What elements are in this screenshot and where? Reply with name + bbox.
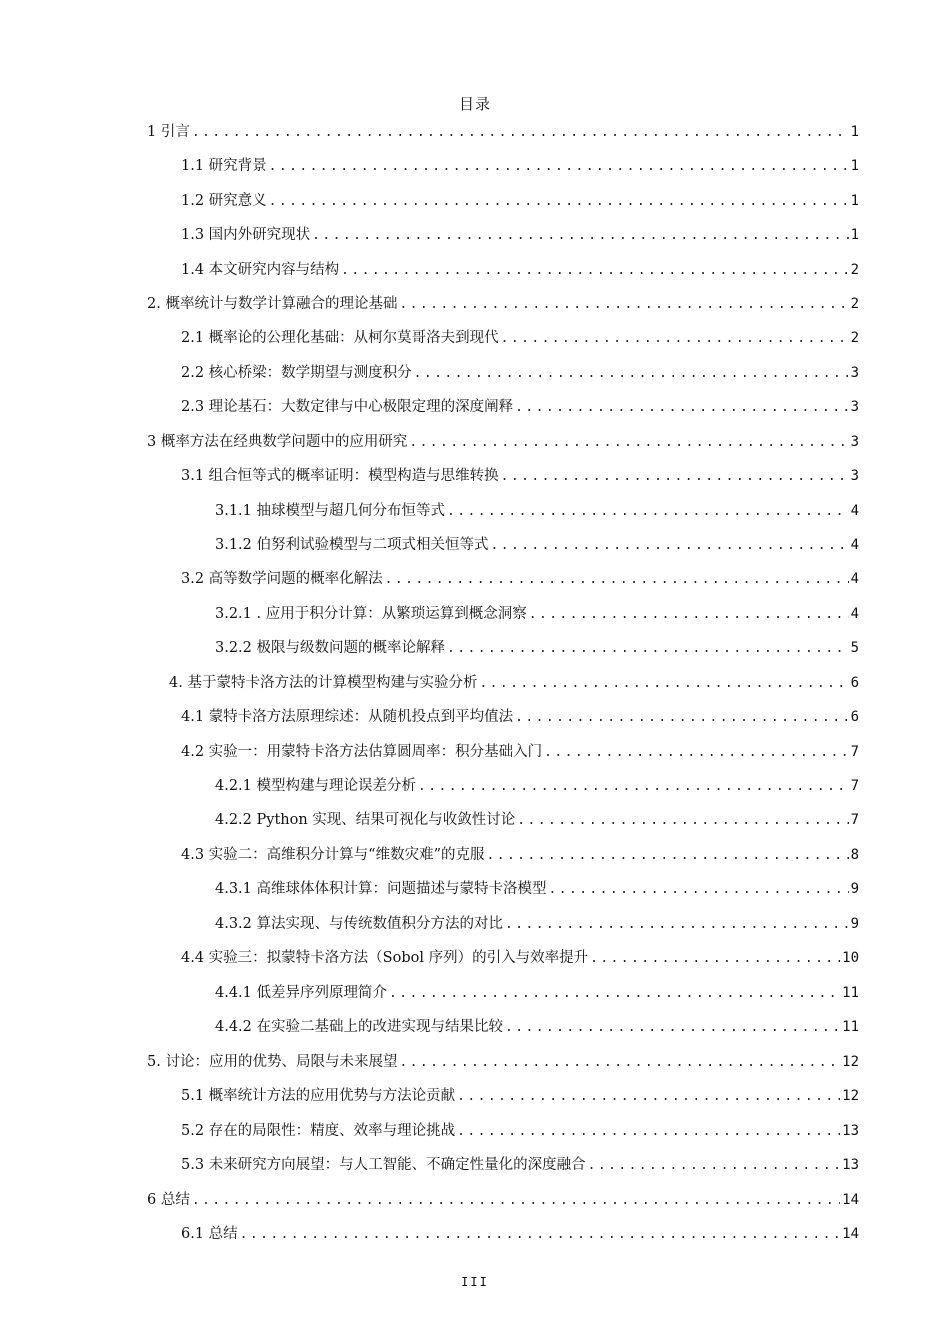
toc-entry-page: 14 (842, 1226, 859, 1242)
toc-entry-label: 4.3 实验二：高维积分计算与“维数灾难”的克服 (181, 847, 485, 863)
dot-leader (549, 882, 849, 897)
toc-entry-2-3[interactable] (181, 395, 859, 419)
dot-leader (409, 435, 848, 450)
dot-leader (515, 710, 848, 725)
page-number: III (461, 1275, 489, 1289)
toc-entry-page: 5 (850, 640, 859, 656)
toc-entry-4-4-2[interactable] (215, 1015, 859, 1039)
toc-entry-page: 8 (850, 847, 859, 863)
toc-entry-label: 4. 基于蒙特卡洛方法的计算模型构建与实验分析 (169, 675, 478, 691)
dot-leader (501, 469, 849, 484)
dot-leader (479, 676, 848, 691)
toc-entry-3-1[interactable] (181, 464, 859, 488)
toc-entry-page: 11 (842, 985, 859, 1001)
toc-entry-page: 9 (850, 916, 859, 932)
dot-leader (590, 951, 840, 966)
toc-entry-page: 6 (850, 709, 859, 725)
toc-entry-6-1[interactable] (181, 1222, 859, 1246)
toc-title: 目录 (458, 95, 491, 113)
dot-leader (418, 779, 849, 794)
toc-entry-label: 5.3 未来研究方向展望：与人工智能、不确定性量化的深度融合 (181, 1157, 586, 1173)
toc-entry-page: 2 (850, 330, 859, 346)
dot-leader (399, 1055, 840, 1070)
dot-leader (491, 538, 849, 553)
dot-leader (269, 194, 849, 209)
dot-leader (544, 745, 848, 760)
toc-entry-label: 2.1 概率论的公理化基础：从柯尔莫哥洛夫到现代 (181, 330, 499, 346)
toc-entry-4-1[interactable] (181, 705, 859, 729)
toc-entry-label: 2.2 核心桥梁：数学期望与测度积分 (181, 365, 412, 381)
dot-leader (312, 228, 848, 243)
toc-entry-page: 13 (842, 1157, 859, 1173)
toc-entry-5-3[interactable] (181, 1153, 859, 1177)
toc-entry-page: 7 (850, 744, 859, 760)
toc-entry-4[interactable] (169, 671, 859, 695)
dot-leader (414, 366, 849, 381)
toc-entry-label: 4.4.2 在实验二基础上的改进实现与结果比较 (215, 1019, 504, 1035)
dot-leader (515, 400, 848, 415)
toc-entry-1-4[interactable] (181, 258, 859, 282)
toc-entry-page: 1 (850, 124, 859, 140)
dot-leader (192, 125, 849, 140)
dot-leader (341, 263, 848, 278)
toc-entry-4-2-2[interactable] (215, 808, 859, 832)
dot-leader (447, 504, 849, 519)
dot-leader (399, 297, 848, 312)
toc-entry-2-2[interactable] (181, 361, 859, 385)
toc-entry-2-1[interactable] (181, 326, 859, 350)
toc-entry-label: 5.1 概率统计方法的应用优势与方法论贡献 (181, 1088, 456, 1104)
toc-entry-page: 7 (850, 812, 859, 828)
toc-entry-4-2-1[interactable] (215, 774, 859, 798)
toc-entry-page: 11 (842, 1019, 859, 1035)
toc-entry-page: 1 (850, 227, 859, 243)
toc-entry-page: 9 (850, 881, 859, 897)
toc-entry-label: 3 概率方法在经典数学问题中的应用研究 (147, 434, 408, 450)
toc-entry-4-4[interactable] (181, 946, 859, 970)
toc-entry-page: 2 (850, 262, 859, 278)
dot-leader (517, 813, 848, 828)
toc-entry-1[interactable] (147, 120, 859, 144)
toc-entry-page: 4 (850, 571, 859, 587)
dot-leader (505, 917, 849, 932)
toc-entry-3[interactable] (147, 430, 859, 454)
toc-entry-page: 6 (850, 675, 859, 691)
toc-entry-label: 3.1.1 抽球模型与超几何分布恒等式 (215, 503, 446, 519)
toc-entry-label: 3.2.1 . 应用于积分计算：从繁琐运算到概念洞察 (215, 606, 527, 622)
toc-entry-1-2[interactable] (181, 189, 859, 213)
toc-entry-3-2-1[interactable] (215, 602, 859, 626)
dot-leader (529, 607, 849, 622)
toc-entry-label: 4.3.2 算法实现、与传统数值积分方法的对比 (215, 916, 504, 932)
dot-leader (192, 1193, 840, 1208)
toc-entry-3-2-2[interactable] (215, 636, 859, 660)
toc-entry-label: 1.2 研究意义 (181, 193, 267, 209)
toc-entry-page: 4 (850, 503, 859, 519)
toc-entry-page: 14 (842, 1192, 859, 1208)
dot-leader (447, 641, 849, 656)
toc-entry-5[interactable] (147, 1050, 859, 1074)
toc-entry-6[interactable] (147, 1188, 859, 1212)
dot-leader (385, 572, 849, 587)
toc-entry-4-3[interactable] (181, 843, 859, 867)
dot-leader (269, 159, 849, 174)
toc-entry-4-3-2[interactable] (215, 912, 859, 936)
toc-entry-label: 5. 讨论：应用的优势、局限与未来展望 (147, 1054, 398, 1070)
toc-entry-1-3[interactable] (181, 223, 859, 247)
toc-entry-1-1[interactable] (181, 154, 859, 178)
toc-entry-page: 7 (850, 778, 859, 794)
toc-entry-label: 1.1 研究背景 (181, 158, 267, 174)
toc-entry-label: 1.3 国内外研究现状 (181, 227, 311, 243)
toc-entry-page: 3 (850, 365, 859, 381)
toc-entry-3-2[interactable] (181, 567, 859, 591)
toc-entry-label: 4.4.1 低差异序列原理简介 (215, 985, 388, 1001)
toc-entry-label: 2.3 理论基石：大数定律与中心极限定理的深度阐释 (181, 399, 514, 415)
toc-entry-page: 2 (850, 296, 859, 312)
toc-entry-label: 4.1 蒙特卡洛方法原理综述：从随机投点到平均值法 (181, 709, 514, 725)
toc-entry-label: 4.2.1 模型构建与理论误差分析 (215, 778, 417, 794)
dot-leader (588, 1158, 840, 1173)
toc-entry-3-1-1[interactable] (215, 499, 859, 523)
toc-entry-page: 3 (850, 434, 859, 450)
toc-entry-label: 6 总结 (147, 1192, 190, 1208)
dot-leader (505, 1020, 840, 1035)
toc-entry-3-1-2[interactable] (215, 533, 859, 557)
dot-leader (487, 848, 849, 863)
dot-leader (389, 986, 840, 1001)
toc-entry-page: 4 (850, 606, 859, 622)
toc-entry-label: 3.1 组合恒等式的概率证明：模型构造与思维转换 (181, 468, 499, 484)
toc-entry-page: 3 (850, 468, 859, 484)
toc-entry-page: 4 (850, 537, 859, 553)
toc-entry-label: 1.4 本文研究内容与结构 (181, 262, 340, 278)
dot-leader (240, 1227, 840, 1242)
toc-entry-2[interactable] (147, 292, 859, 316)
toc-entry-label: 4.2.2 Python 实现、结果可视化与收敛性讨论 (215, 812, 516, 828)
toc-entry-4-4-1[interactable] (215, 981, 859, 1005)
toc-entry-label: 4.3.1 高维球体体积计算：问题描述与蒙特卡洛模型 (215, 881, 547, 897)
dot-leader (457, 1124, 840, 1139)
toc-entry-4-3-1[interactable] (215, 877, 859, 901)
toc-entry-page: 1 (850, 158, 859, 174)
toc-entry-label: 3.1.2 伯努利试验模型与二项式相关恒等式 (215, 537, 489, 553)
toc-entry-label: 1 引言 (147, 124, 190, 140)
toc-entry-label: 3.2.2 极限与级数问题的概率论解释 (215, 640, 446, 656)
toc-entry-label: 3.2 高等数学问题的概率化解法 (181, 571, 383, 587)
toc-entry-label: 2. 概率统计与数学计算融合的理论基础 (147, 296, 398, 312)
toc-entry-page: 3 (850, 399, 859, 415)
toc-entry-page: 13 (842, 1123, 859, 1139)
toc-entry-4-2[interactable] (181, 740, 859, 764)
toc-entry-page: 10 (842, 950, 859, 966)
toc-entry-label: 6.1 总结 (181, 1226, 238, 1242)
toc-entry-label: 5.2 存在的局限性：精度、效率与理论挑战 (181, 1123, 456, 1139)
toc-entry-label: 4.4 实验三：拟蒙特卡洛方法（Sobol 序列）的引入与效率提升 (181, 950, 589, 966)
dot-leader (457, 1089, 840, 1104)
dot-leader (501, 331, 849, 346)
toc-entry-label: 4.2 实验一：用蒙特卡洛方法估算圆周率：积分基础入门 (181, 744, 543, 760)
toc-entry-page: 1 (850, 193, 859, 209)
toc-entry-5-1[interactable] (181, 1084, 859, 1108)
toc-entry-5-2[interactable] (181, 1119, 859, 1143)
toc-entry-page: 12 (842, 1088, 859, 1104)
toc-entry-page: 12 (842, 1054, 859, 1070)
